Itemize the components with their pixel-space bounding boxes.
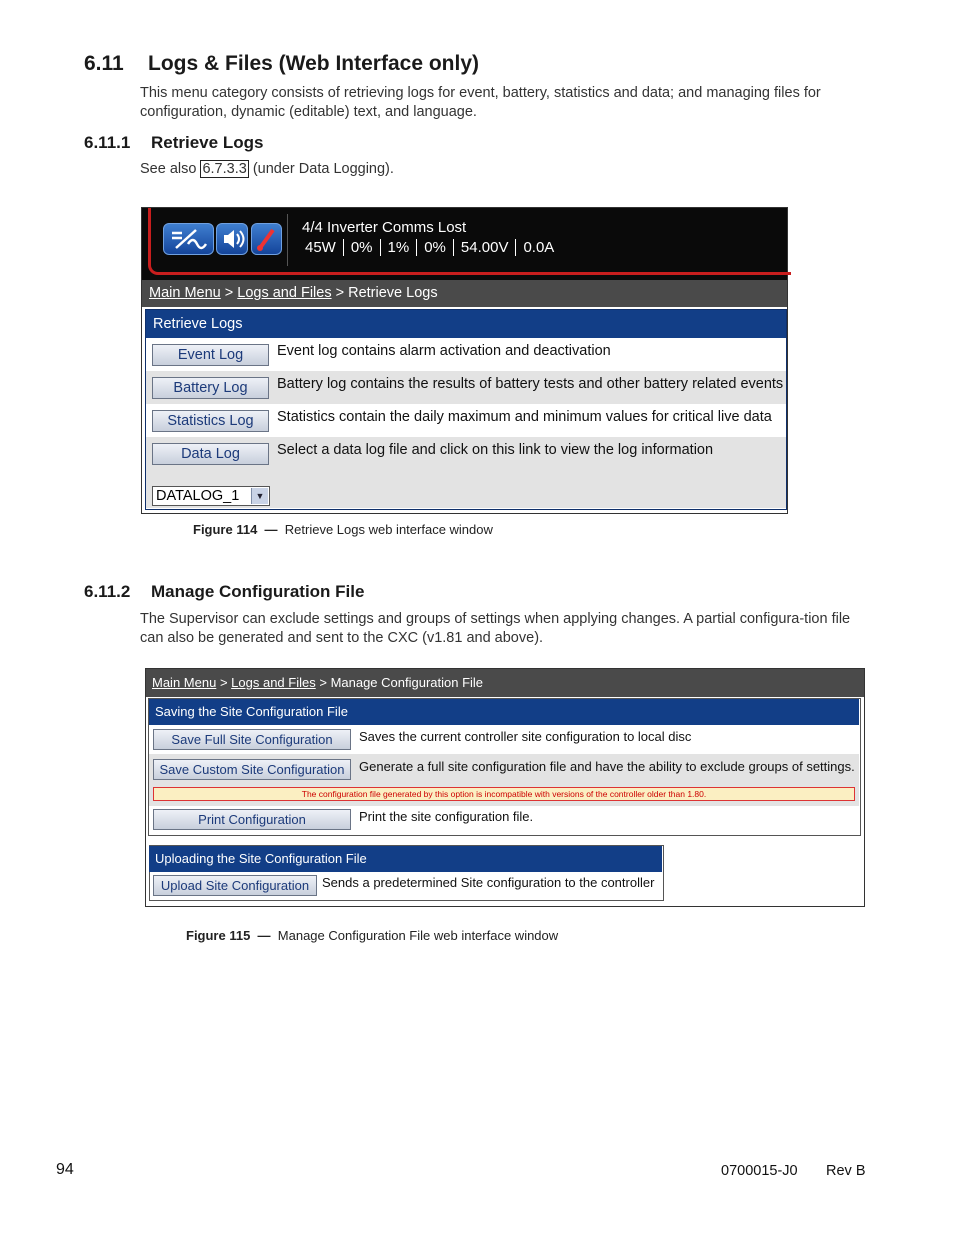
power-value: 45W bbox=[305, 239, 344, 256]
subsection-title: Manage Configuration File bbox=[151, 582, 365, 601]
event-log-button[interactable]: Event Log bbox=[152, 344, 269, 366]
inverter-icon[interactable] bbox=[163, 223, 214, 255]
revision: Rev B bbox=[826, 1163, 866, 1179]
caption-dash: — bbox=[257, 928, 271, 943]
upload-description: Sends a predetermined Site configuration to the controller bbox=[322, 875, 655, 890]
caption-label: Figure 115 bbox=[186, 928, 251, 943]
percent-value-1: 0% bbox=[344, 239, 381, 256]
config-description: Generate a full site configuration file and have the ability to exclude groups of settings. bbox=[359, 759, 855, 774]
figure-114-caption bbox=[193, 522, 493, 537]
subsection-number: 6.11.2 bbox=[84, 582, 131, 601]
breadcrumb-main-menu[interactable]: Main Menu bbox=[152, 675, 217, 690]
percent-value-3: 0% bbox=[417, 239, 454, 256]
save-full-config-button[interactable]: Save Full Site Configuration bbox=[153, 729, 351, 750]
status-header bbox=[142, 208, 787, 280]
config-row bbox=[149, 725, 859, 754]
chevron-down-icon[interactable]: ▼ bbox=[251, 488, 268, 504]
upload-panel-title: Uploading the Site Configuration File bbox=[149, 846, 662, 872]
cross-reference-link[interactable]: 6.7.3.3 bbox=[202, 161, 247, 177]
percent-value-2: 1% bbox=[381, 239, 418, 256]
retrieve-logs-panel bbox=[145, 309, 787, 510]
caption-dash: — bbox=[264, 522, 278, 537]
statistics-log-button[interactable]: Statistics Log bbox=[152, 410, 269, 432]
subsection-heading-retrieve bbox=[84, 133, 263, 153]
section-number: 6.11 bbox=[84, 52, 124, 75]
breadcrumb-separator: > bbox=[219, 675, 228, 690]
log-description: Select a data log file and click on this link to view the log information bbox=[277, 442, 714, 458]
breadcrumb-separator: > bbox=[224, 285, 234, 301]
data-log-button[interactable]: Data Log bbox=[152, 443, 269, 465]
subsection-heading-config bbox=[84, 582, 364, 602]
upload-config-button[interactable]: Upload Site Configuration bbox=[153, 875, 317, 896]
compatibility-warning: The configuration file generated by this option is incompatible with versions of the controller older than 1.80. bbox=[153, 787, 855, 801]
current-value: 0.0A bbox=[523, 239, 555, 256]
caption-label: Figure 114 bbox=[193, 522, 258, 537]
log-row bbox=[146, 371, 786, 404]
panel-title: Retrieve Logs bbox=[146, 310, 786, 338]
log-description: Event log contains alarm activation and deactivation bbox=[277, 343, 611, 359]
subsection-intro: The Supervisor can exclude settings and groups of settings when applying changes. A partial configura-tion file can also be generated and sent to the CXC (v1.81 and above). bbox=[140, 611, 851, 646]
document-id: 0700015-J0 bbox=[721, 1163, 798, 1179]
save-custom-config-button[interactable]: Save Custom Site Configuration bbox=[153, 759, 351, 780]
log-row bbox=[146, 404, 786, 437]
alarm-status-text: 4/4 Inverter Comms Lost bbox=[302, 219, 467, 236]
config-description: Saves the current controller site configuration to local disc bbox=[359, 729, 692, 744]
section-heading bbox=[84, 52, 479, 76]
alarm-icon[interactable] bbox=[251, 223, 282, 255]
caption-text: Manage Configuration File web interface window bbox=[277, 928, 559, 943]
section-title: Logs & Files (Web Interface only) bbox=[148, 52, 479, 75]
config-description: Print the site configuration file. bbox=[359, 809, 534, 824]
breadcrumb-separator: > bbox=[319, 675, 327, 690]
datalog-select[interactable] bbox=[152, 486, 270, 506]
breadcrumb bbox=[146, 669, 864, 697]
saving-panel-title: Saving the Site Configuration File bbox=[149, 699, 859, 725]
breadcrumb-logs-and-files[interactable]: Logs and Files bbox=[237, 285, 332, 301]
config-row bbox=[149, 806, 859, 833]
log-row bbox=[146, 338, 786, 371]
breadcrumb-main-menu[interactable]: Main Menu bbox=[149, 285, 221, 301]
breadcrumb-separator: > bbox=[335, 285, 345, 301]
subsection-title: Retrieve Logs bbox=[151, 133, 264, 152]
upload-row bbox=[150, 872, 662, 899]
breadcrumb-current: Manage Configuration File bbox=[330, 675, 484, 690]
voltage-value: 54.00V bbox=[454, 239, 517, 256]
retrieve-logs-figure bbox=[141, 207, 788, 514]
section-intro: This menu category consists of retrieving logs for event, battery, statistics and data; and managing files for configuration, dynamic (editable) text, and language. bbox=[140, 85, 821, 120]
header-separator bbox=[287, 214, 288, 266]
battery-log-button[interactable]: Battery Log bbox=[152, 377, 269, 399]
print-config-button[interactable]: Print Configuration bbox=[153, 809, 351, 830]
see-also-line bbox=[140, 160, 870, 179]
breadcrumb bbox=[142, 280, 787, 307]
log-description: Battery log contains the results of battery tests and other battery related events bbox=[277, 376, 784, 392]
see-also-prefix: See also bbox=[140, 161, 197, 177]
page-number: 94 bbox=[56, 1161, 74, 1178]
breadcrumb-current: Retrieve Logs bbox=[348, 285, 438, 301]
subsection-number: 6.11.1 bbox=[84, 133, 131, 152]
see-also-suffix: (under Data Logging). bbox=[252, 161, 394, 177]
manage-config-figure bbox=[145, 668, 865, 907]
log-description: Statistics contain the daily maximum and minimum values for critical live data bbox=[277, 409, 772, 425]
datalog-selected-value: DATALOG_1 bbox=[156, 488, 240, 504]
speaker-icon[interactable] bbox=[216, 223, 248, 255]
figure-115-caption bbox=[186, 928, 558, 943]
caption-text: Retrieve Logs web interface window bbox=[284, 522, 493, 537]
breadcrumb-logs-and-files[interactable]: Logs and Files bbox=[231, 675, 316, 690]
live-values bbox=[305, 239, 561, 256]
